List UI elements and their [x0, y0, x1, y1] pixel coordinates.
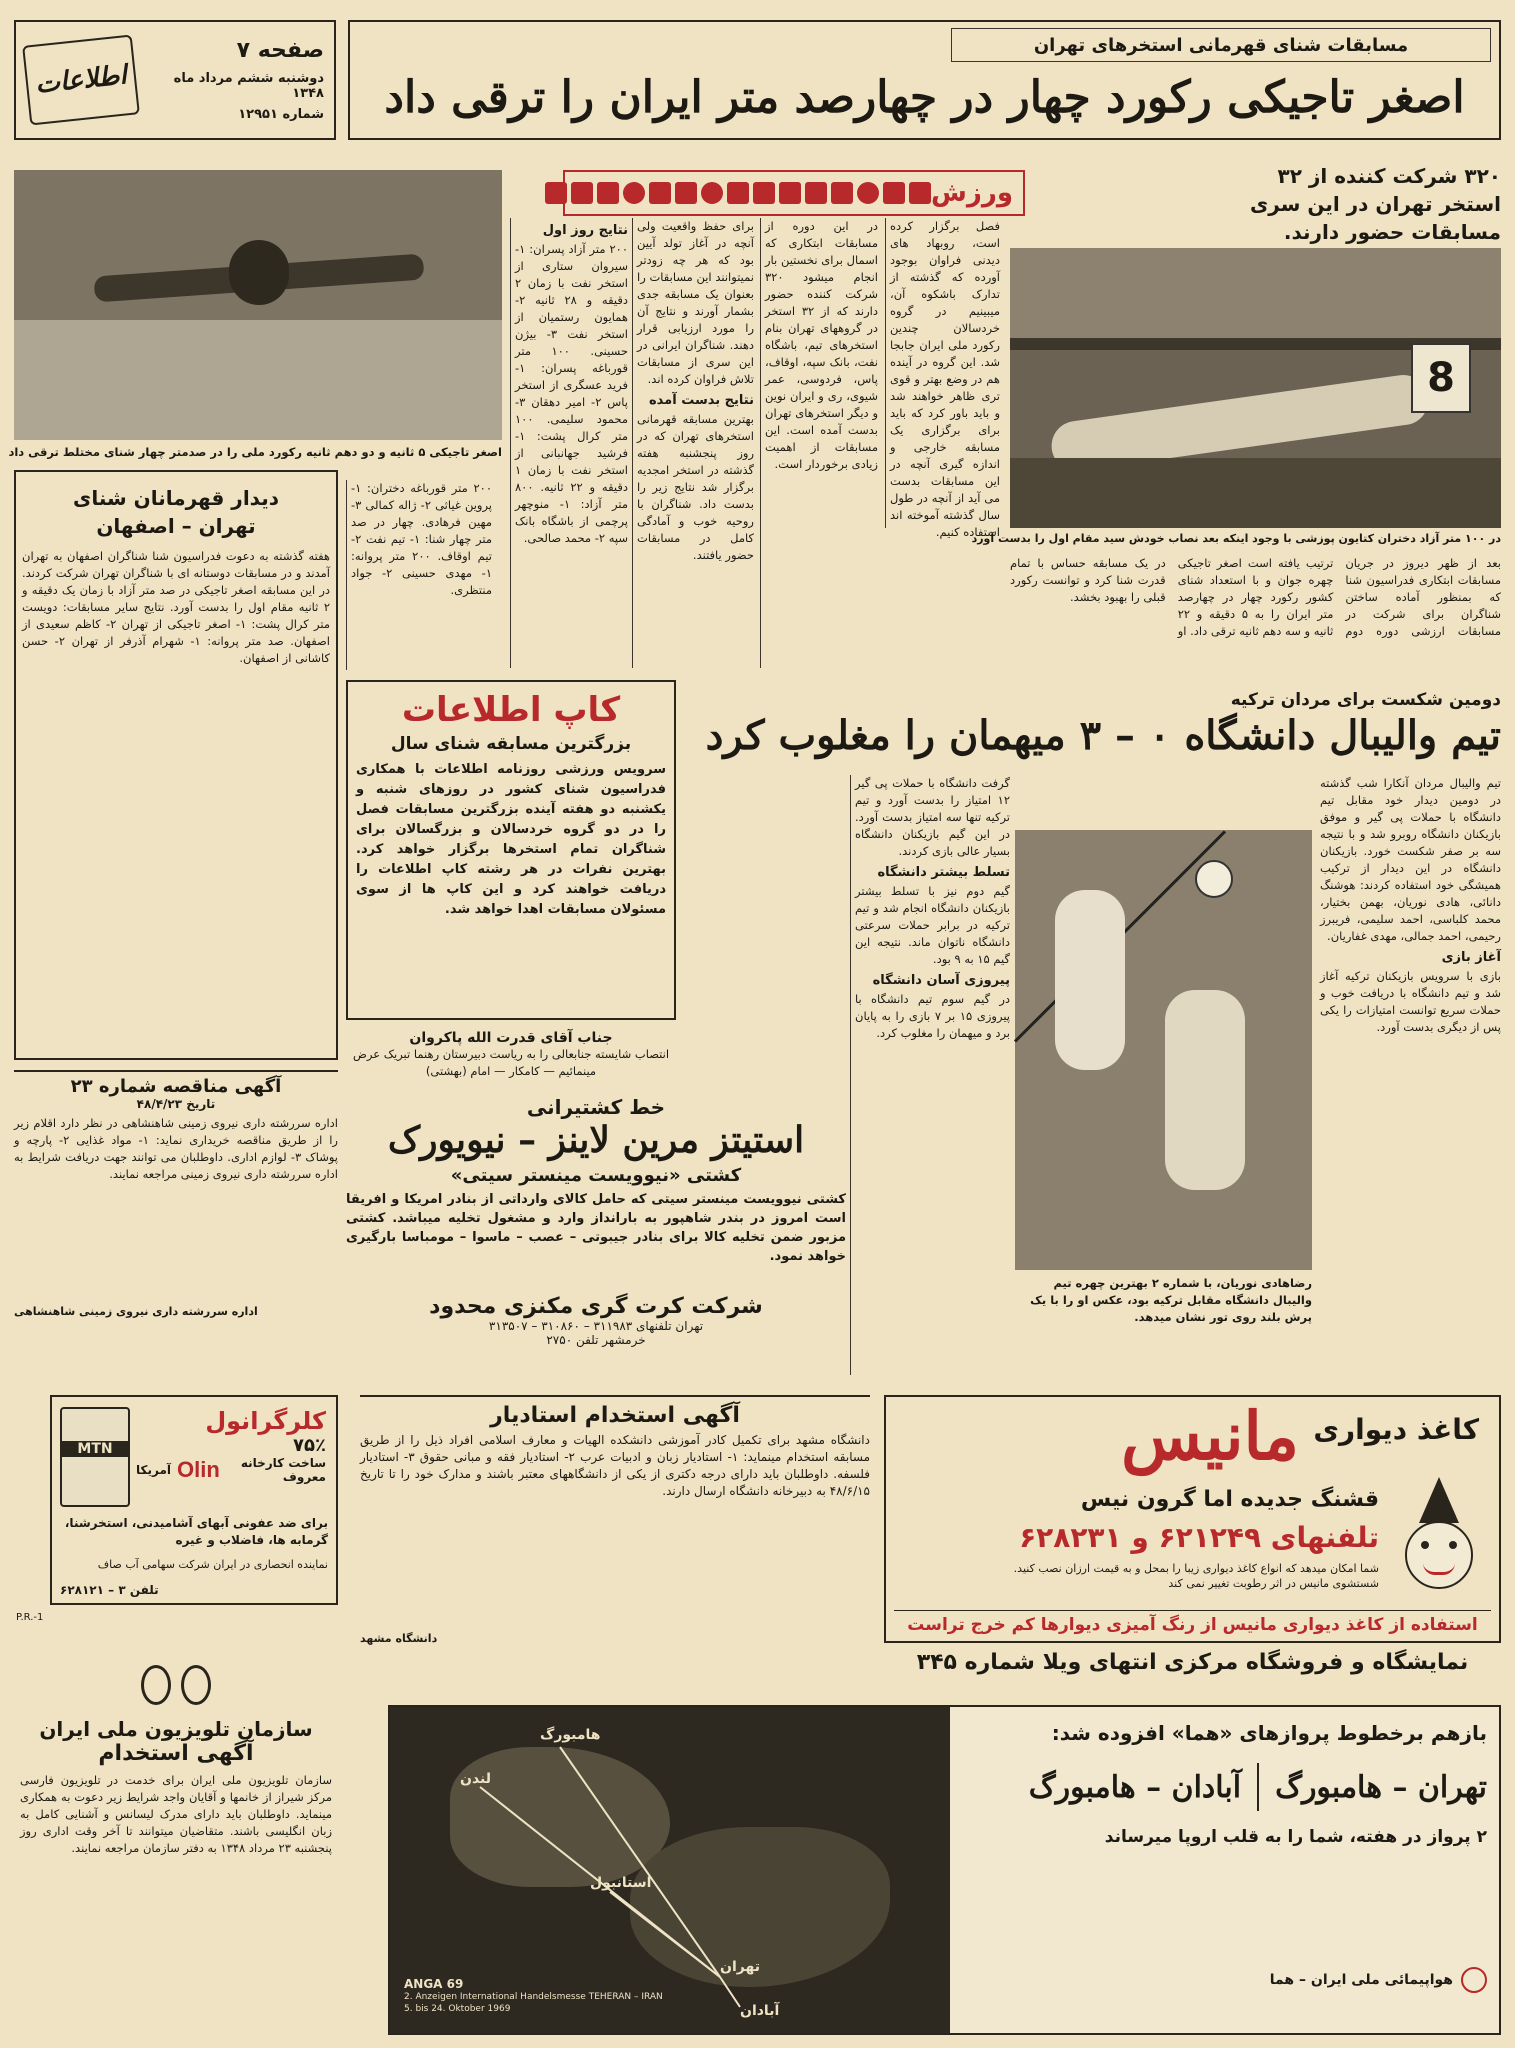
article-col-4b-text: بهترین مسابقه قهرمانی استخرهای تهران که در روز پنجشنبه هفته گذشته در استخر امجدیه برگزار شد نتایج زیر را بدست داد. شناگران با روحیه خوب و آمادگی کامل در مسابقات حضور یافتند.	[637, 412, 754, 562]
shipping-kicker: خط کشتیرانی	[526, 1095, 666, 1119]
weightlifter-icon	[649, 182, 671, 204]
swimmer-photo-caption: اصغر تاجیکی ۵ ثانیه و دو دهم ثانیه رکورد ملی را در صدمتر چهار شنای مختلط ترقی داد	[8, 445, 502, 459]
chlorine-maker: ساخت کارخانه معروف	[240, 1456, 326, 1484]
newspaper-logo	[22, 34, 140, 125]
expo-box	[404, 1977, 664, 2015]
city-london: لندن	[460, 1771, 492, 1787]
runner-icon	[597, 182, 619, 204]
sport-icon-strip	[545, 182, 931, 204]
wallpaper-showroom: نمایشگاه و فروشگاه مرکزی انتهای ویلا شماره ۳۴۵	[916, 1650, 1469, 1675]
skier-icon	[727, 182, 749, 204]
volleyball-photo	[1015, 830, 1312, 1270]
wallpaper-footer: استفاده از کاغذ دیواری مانیس از رنگ آمیزی دیوارها کم خرج تراست	[894, 1610, 1491, 1635]
horse-icon	[805, 182, 827, 204]
city-istanbul: استانبول	[590, 1875, 652, 1891]
wallpaper-brand: مانیس	[1121, 1397, 1299, 1475]
middle-notes-a: ۲۰۰ متر قورباغه دختران: ۱- پروین غیاثی ۲- ژاله کمالی ۳- مهین فرهادی. چهار در صد متر چهار شنا: ۱- تیم نفت ۲- تیم اوقاف. ۲۰۰ متر پروانه: ۱- مهدی حسینی ۲- جواد منتظری.	[346, 480, 492, 670]
university-signature: دانشگاه مشهد	[360, 1632, 438, 1645]
wallpaper-phones: تلفنهای ۶۲۱۲۴۹ و ۶۲۸۲۳۱	[1019, 1521, 1379, 1554]
volley-col-1-text: تیم والیبال مردان آنکارا شب گذشته در دومین دیدار خود مقابل تیم دانشگاه با حملات پی گیر و موفق بازیکنان دانشگاه روبرو شد و با نتیجه سه بر صفر شکست خورد. بازیکنان دانشگاه در این دیدار از ترکیب همیشگی خود استفاده کردند: هوشنگ دانائی، هادی نوریان، بهمن بختیار، محمد کلباسی، احمد سلیمی، فریبرز رحیمی، احمد جمالی، مهدی غفاریان.	[1320, 776, 1501, 943]
city-tehran: تهران	[720, 1959, 760, 1975]
issue-date: دوشنبه ششم مرداد ماه ۱۳۴۸	[173, 71, 324, 101]
university-text: دانشگاه مشهد برای تکمیل کادر آموزشی دانشکده الهیات و معارف اسلامی افراد ذیل را از طریق مسابقه استخدام مینماید: ۱- استادیار زبان و ادبیات عرب ۲- استادیار فقه و مبانی حقوق ۳- استادیار فلسفه. داوطلبان باید دارای درجه دکتری از یکی از دانشگاههای معتبر باشند و مدارک خود را تا تاریخ ۴۸/۶/۱۵ به دبیرخانه دانشگاه ارسال دارند.	[360, 1433, 870, 1498]
route-abadan-hamburg: آبادان – هامبورگ	[1028, 1769, 1242, 1805]
shipping-text: کشتی نیوویست مینستر سیتی که حامل کالای وارداتی از بنادر امریکا و افریقا است امروز در بندر شاهپور به بارانداز وارد و مشغول تخلیه میباشد. کشتی مزبور ضمن تخلیه کالا برای بنادر جیبوتی – عصب – ماسوا – مومباسا بارگیری خواهد نمود.	[346, 1192, 846, 1264]
volley-sub-asan: پیروزی آسان دانشگاه	[872, 973, 1010, 988]
chlorine-ad	[50, 1395, 338, 1605]
tv-text: سازمان تلویزیون ملی ایران برای خدمت در تلویزیون فارسی مرکز شیراز از خانمها و آقایان واجد شرایط زیر دعوت به همکاری مینماید. داوطلبان باید دارای مدرک لیسانس و آشنایی کامل به زبان انگلیسی باشند. متقاضیان میتوانند تا آخر وقت اداری روز پنجشنبه ۲۳ مرداد ۱۳۴۸ به دفتر سازمان مراجعه نمایند.	[20, 1773, 332, 1855]
corner-code: P.R.-1	[16, 1612, 44, 1623]
volley-col-2b-text: گیم دوم نیز با تسلط بیشتر بازیکنان دانشگاه انجام شد و تیم ترکیه در برابر حملات سرعتی دانشگاه ناتوان ماند. نتیجه این گیم ۱۵ به ۹ بود.	[855, 884, 1010, 966]
swimmer-icon	[571, 182, 593, 204]
chlorine-phone: تلفن ۳ – ۶۲۸۱۲۱	[60, 1583, 159, 1597]
fencer-icon	[831, 182, 853, 204]
appointment-name: جناب آقای قدرت الله پاکروان	[409, 1030, 613, 1046]
cup-ad-title: کاپ اطلاعات	[401, 690, 621, 730]
headline-kicker: مسابقات شنای قهرمانی استخرهای تهران	[1033, 34, 1409, 56]
route-tehran-hamburg: تهران – هامبورگ	[1275, 1769, 1487, 1805]
tehran-isfahan-box	[14, 470, 338, 1060]
city-abadan: آبادان	[740, 2003, 780, 2019]
tv-logo-icon	[131, 1661, 221, 1711]
tv-org: سازمان تلویزیون ملی ایران	[39, 1717, 313, 1741]
swimmer-photo	[14, 170, 502, 440]
tender-title: آگهی مناقصه شماره ۲۳	[70, 1076, 282, 1097]
boxer-icon	[675, 182, 697, 204]
appointment-text: انتصاب شایسته جنابعالی را به ریاست دبیرستان رهنما تبریک عرض مینمائیم — کامکار — امام (بهشتی)	[352, 1047, 670, 1078]
airline-headline: بازهم برخطوط پروازهای «هما» افزوده شد:	[1051, 1721, 1487, 1745]
shipping-title: استیتز مرین لاینز – نیویورک	[387, 1119, 805, 1161]
diver-icon	[883, 182, 905, 204]
page-number: صفحه ۷	[236, 38, 324, 63]
wrestler-icon	[753, 182, 775, 204]
wallpaper-ad	[884, 1395, 1501, 1643]
university-title: آگهی استخدام استادیار	[490, 1403, 740, 1428]
shipping-phones2: خرمشهر تلفن ۲۷۵۰	[546, 1333, 646, 1347]
headline-kicker-box	[951, 28, 1491, 62]
shipping-ship: کشتی «نیوویست مینستر سیتی»	[450, 1165, 742, 1186]
chlorine-can-icon	[60, 1407, 130, 1507]
university-ad	[360, 1395, 870, 1650]
article-col-2	[885, 218, 1000, 539]
volley-col-1b-text: بازی با سرویس بازیکنان ترکیه آغاز شد و تیم دانشگاه با دریافت خوب و حملات سریع توانست امتیازات را یکی پس از دیگری بدست آورد.	[1320, 969, 1501, 1034]
logo-text: اطلاعات	[34, 60, 128, 100]
tv-title: آگهی استخدام	[98, 1741, 254, 1766]
tender-date: تاریخ ۴۸/۴/۲۳	[136, 1097, 216, 1111]
airline-ad	[388, 1705, 1501, 2035]
volley-sub-start: آغاز بازی	[1441, 950, 1501, 965]
olin-logo: Olin	[177, 1457, 220, 1482]
main-headline: اصغر تاجیکی رکورد چهار در چهارصد متر ایران را ترقی داد	[384, 72, 1465, 123]
cup-ad-subtitle: بزرگترین مسابقه شنای سال	[390, 734, 632, 754]
article-col-3-text: در این دوره از مسابقات ابتکاری که اسمال برای نخستین بار انجام میشود ۳۲۰ شرکت کننده حضور دارند که از ۳۲ استخر در گروههای تهران بنام استخرهای تیم، باشگاه نفت، بانک سپه، اوقاف، پاس، فردوسی، عمر شیوی، ری و ایران نوین و دیگر استخرهای تهران بدست آمده است. این مسابقات از اهمیت زیادی برخوردار است.	[765, 219, 878, 471]
volley-sub-tasalot: تسلط بیشتر دانشگاه	[877, 865, 1010, 880]
volleyball-photo-caption: رضاهادی نوریان، با شماره ۲ بهترین چهره تیم والیبال دانشگاه مقابل ترکیه بود، عکس او را با یک پرش بلند روی تور نشان میدهد.	[1030, 1276, 1312, 1324]
wallpaper-line1: قشنگ جدیده اما گرون نیس	[1080, 1487, 1379, 1512]
cup-ad-text: سرویس ورزشی روزنامه اطلاعات با همکاری فدراسیون شنای کشور در روزهای شنبه و یکشنبه دو هفته آینده بزرگترین مسابقات فصل را در دو گروه خردسالان و بزرگسالان برای شناگران تمام استخرها برگزار خواهد کرد. بهترین نفرات در هر رشته کاپ اطلاعات را دریافت خواهند کرد و این کاپ ها از سوی مسئولان مسابقات اهدا خواهد شد.	[356, 762, 666, 917]
airline-freq: ۲ پرواز در هفته، شما را به قلب اروپا میرساند	[1104, 1827, 1487, 1847]
shipping-company: شرکت کرت گری مکنزی محدود	[429, 1294, 763, 1319]
chlorine-title: کلرگرانول	[205, 1407, 326, 1435]
tender-text: اداره سررشته داری نیروی زمینی شاهنشاهی در نظر دارد اقلام زیر را از طریق مناقصه خریداری نماید: ۱- مواد غذایی ۲- پارچه و پوشاک ۳- لوازم اداری. داوطلبان می توانند جهت دریافت شرایط به اداره سررشته داری نیروی زمینی مراجعه نمایند.	[14, 1116, 338, 1181]
appointment-note	[346, 1030, 676, 1090]
tehran-isfahan-title: دیدار قهرمانان شنای تهران – اصفهان	[72, 486, 279, 538]
volleyball-icon	[701, 182, 723, 204]
sport-banner-label: ورزش	[931, 178, 1013, 208]
chlorine-agent: نماینده انحصاری در ایران شرکت سهامی آب صاف	[97, 1558, 328, 1571]
volley-col-1	[1320, 775, 1501, 1375]
sport-banner	[563, 170, 1025, 216]
volley-kicker: دومین شکست برای مردان ترکیه	[1230, 690, 1501, 710]
pool-photo-caption: در ۱۰۰ متر آزاد دختران کتایون پوزشی با وجود اینکه بعد نصاب خودش سید مقام اول را بدست آورد	[971, 532, 1501, 545]
expo-logo: ANGA 69	[404, 1977, 464, 1991]
homa-logo-icon	[1461, 1967, 1487, 1993]
shipping-ad	[346, 1095, 846, 1375]
article-col-2-text: فصل برگزار کرده است، روبهاد های دیدنی فراوان بوجود آورده که گذشته از تدارک باشکوه آن، میبینیم در گروه خردسالان چندین رکورد ملی ایران جابجا شد. این گروه در آینده هم در وضع بهتر و قوی تری ظاهر خواهند شد و باید باور کرد که باید برای برگزاری یک مسابقه خارجی و اندازه گیری آنچه در این مسابقات بدست می آید از آنچه در طول سال گذشته آموخته اند استفاده کنیم.	[890, 219, 1000, 539]
article-col-3	[760, 218, 878, 668]
article-col-4	[632, 218, 754, 668]
article-col-1: بعد از ظهر دیروز در جریان مسابقات ابتکاری فدراسیون شنا که بمنظور آماده ساختن شناگران برای شرکت در مسابقات ارزشی دوره دوم ترتیب یافته است اصغر تاجیکی چهره جوان و با استعداد شنای کشور رکورد چهار در چهارصد متر ایران را به ۵ دقیقه و ۲۲ ثانیه و سه دهم ثانیه ترقی داد. او در یک مسابقه حساس با تمام قدرت شنا کرد و توانست رکورد قبلی را بهبود بخشد.	[1010, 556, 1501, 638]
wallpaper-clown-icon	[1391, 1477, 1487, 1607]
masthead-box	[14, 20, 336, 140]
chlorine-use: برای ضد عفونی آبهای آشامیدنی، استخرشنا، گرمابه ها، فاضلاب و غیره	[64, 1516, 328, 1547]
wallpaper-kicker: کاغذ دیواری	[1313, 1413, 1479, 1446]
chlorine-country: آمریکا	[136, 1463, 171, 1477]
cup-ad	[346, 680, 676, 1020]
tender-notice	[14, 1070, 338, 1330]
volley-headline: تیم والیبال دانشگاه ۰ – ۳ میهمان را مغلوب کرد	[705, 712, 1501, 759]
volley-col-2	[850, 775, 1010, 1375]
tender-foot: اداره سررشته داری نیروی زمینی شاهنشاهی	[14, 1305, 258, 1318]
ball-icon	[623, 182, 645, 204]
chlorine-percent: ۷۵٪	[293, 1435, 326, 1456]
lead-text: ۳۲۰ شرکت کننده از ۳۲ استخر تهران در این سری مسابقات حضور دارند.	[1249, 164, 1501, 244]
city-hamburg: هامبورگ	[540, 1727, 601, 1743]
sub-results-day1: نتایج روز اول	[542, 223, 628, 238]
bicycle-icon	[545, 182, 567, 204]
tennis-icon	[857, 182, 879, 204]
tv-ad	[14, 1655, 338, 2035]
headline-box	[348, 20, 1501, 140]
airline-name: هواپیمائی ملی ایران – هما	[1269, 1972, 1453, 1988]
sub-natayej: نتایج بدست آمده	[649, 393, 754, 408]
volley-col-2-text: گرفت دانشگاه با حملات پی گیر ۱۲ امتیاز را بدست آورد و تیم ترکیه تنها سه امتیاز بدست آورد. در این گیم بازیکنان دانشگاه بسیار عالی بازی کردند.	[855, 776, 1010, 858]
article-col-5-text: ۲۰۰ متر آزاد پسران: ۱- سیروان ستاری از استخر نفت با زمان ۲ دقیقه و ۲۸ ثانیه ۲- همایون رستمیان از استخر نفت ۳- بیژن حسینی. ۱۰۰ متر قورباغه پسران: ۱- فرید عسگری از استخر پاس ۲- امیر دهقان ۳- محمود سلیمی. ۱۰۰ متر کرال پشت: ۱- فرشید جهانبانی از استخر نفت با زمان ۱ دقیقه و ۲۲ ثانیه. ۸۰۰ متر آزاد: ۱- منوچهر پرچمی از باشگاه بانک سپه ۲- محمد صالحی.	[515, 242, 628, 545]
can-label: MTN	[62, 1441, 128, 1457]
europe-map	[390, 1707, 950, 2033]
rower-icon	[909, 182, 931, 204]
volley-col-2c-text: در گیم سوم تیم دانشگاه با پیروزی ۱۵ بر ۷ بازی را به پایان برد و میهمان را مغلوب کرد.	[855, 992, 1010, 1040]
article-col-5	[510, 218, 628, 668]
pool-photo: 8	[1010, 248, 1501, 528]
expo-line: 2. Anzeigen International Handelsmesse TEHERAN – IRAN 5. bis 24. Oktober 1969	[404, 1992, 663, 2014]
tehran-isfahan-text: هفته گذشته به دعوت فدراسیون شنا شناگران اصفهان به تهران آمدند و در مسابقات دوستانه ای با شناگران تهران شرکت کردند. در این مسابقه اصغر تاجیکی در صد متر آزاد با زمان یک دقیقه و ۲ ثانیه مقام اول را بدست آورد. نتایج سایر مسابقات: دویست متر کرال پشت: ۱- اصغر تاجیکی از تهران ۲- کاظم سعیدی از اصفهان. صد متر پروانه: ۱- شهرام آذرفر از تهران ۲- حسن کاشانی از اصفهان.	[22, 549, 330, 665]
hurdler-icon	[779, 182, 801, 204]
wallpaper-small: شما امکان میدهد که انواع کاغذ دیواری زیبا را بمحل و به قیمت ارزان نصب کنید. شستشوی مانیس در اثر رطوبت تغییر نمی کند	[1013, 1562, 1379, 1590]
article-col-4-text: برای حفظ واقعیت ولی آنچه در آغاز تولد آیین بود که هر چه زودتر نمیتوانند این مسابقات را بعنوان یک مسابقه جدی بشمار آورند و نتایج آن را مورد ارزیابی قرار دهند. شناگران ایرانی در این سری از مسابقات تلاش فراوان کرده اند.	[637, 219, 754, 386]
issue-number: شماره ۱۲۹۵۱	[238, 107, 324, 122]
shipping-phones: تهران تلفنهای ۳۱۱۹۸۳ – ۳۱۰۸۶۰ – ۳۱۳۵۰۷	[488, 1319, 704, 1333]
